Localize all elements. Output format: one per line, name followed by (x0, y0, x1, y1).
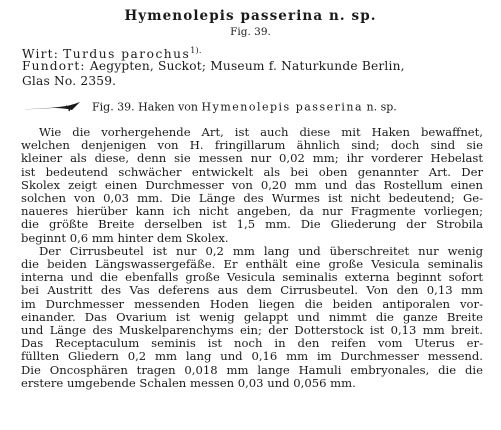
text-line: interna und die ebenfalls große Vesicula seminalis externa beginnt sofort (21, 270, 483, 285)
host-value: Turdus parochus (63, 47, 191, 62)
text-line: naueres hierüber kann ich nicht angeben, da nur Fragmente vorliegen; (21, 204, 483, 219)
caption-species: Hymenolepis passerina (201, 100, 364, 114)
text-line: erstere umgebende Schalen messen 0,03 und 0,056 mm. (21, 375, 356, 390)
text-line: Wie die vorhergehende Art, ist auch diese mit Haken bewaffnet, (39, 125, 483, 139)
species-title: Hymenolepis passerina n. sp. (124, 8, 377, 24)
caption-suffix: n. sp. (366, 100, 397, 114)
text-line: Das Receptaculum seminis ist noch in den reifen vom Uterus er- (21, 336, 483, 351)
text-line: beginnt 0,6 mm hinter dem Skolex. (21, 230, 229, 245)
caption-prefix: Fig. 39. Haken von (92, 100, 199, 114)
locality-line (22, 59, 405, 74)
hook-icon (22, 100, 84, 115)
text-line: Die Oncosphären tragen 0,018 mm lange Hamuli embryonales, die die (21, 362, 483, 377)
figure-reference: Fig. 39. (230, 26, 271, 38)
description-body (21, 126, 483, 390)
text-line: im Durchmesser messenden Hoden liegen die beiden antiporalen vor- (21, 296, 483, 311)
text-line: die größte Breite derselben ist 1,5 mm. Die Gliederung der Strobila (21, 217, 483, 232)
text-line: kleiner als diese, denn sie messen nur 0,02 mm; ihr vorderer Hebelast (21, 151, 483, 166)
locality-value: Aegypten, Suckot; Museum f. Naturkunde Berlin, (89, 59, 405, 73)
text-line: die beiden Längswassergefäße. Er enthält eine große Vesicula seminalis (21, 257, 483, 272)
locality-label: Fundort: (22, 59, 86, 73)
text-line: füllten Gliedern 0,2 mm lang und 0,16 mm im Durchmesser messend. (21, 349, 483, 364)
text-line: einander. Das Ovarium ist wenig gelappt und nimmt die ganze Breite (21, 309, 483, 324)
text-line: Der Cirrusbeutel ist nur 0,2 mm lang und überschreitet nur wenig (39, 243, 483, 258)
text-line: welchen denjenigen von H. fringillarum ähnlich sind; doch sind sie (21, 138, 483, 153)
host-label: Wirt: (22, 47, 60, 62)
text-line: bei Austritt des Vas deferens aus dem Cirrusbeutel. Von den 0,13 mm (21, 283, 483, 298)
text-line: solchen von 0,03 mm. Die Länge des Wurmes ist nicht bedeutend; Ge- (21, 191, 483, 206)
locality-continuation: Glas No. 2359. (22, 74, 117, 88)
figure-caption (22, 100, 397, 115)
text-line: und Länge des Muskelparenchyms ein; der Dotterstock ist 0,13 mm breit. (21, 323, 483, 338)
host-footnote: 1). (190, 46, 202, 55)
text-line: Skolex zeigt einen Durchmesser von 0,20 mm und das Rostellum einen (21, 177, 483, 192)
text-line: ist bedeutend schwächer entwickelt als bei oben genannter Art. Der (21, 164, 483, 179)
